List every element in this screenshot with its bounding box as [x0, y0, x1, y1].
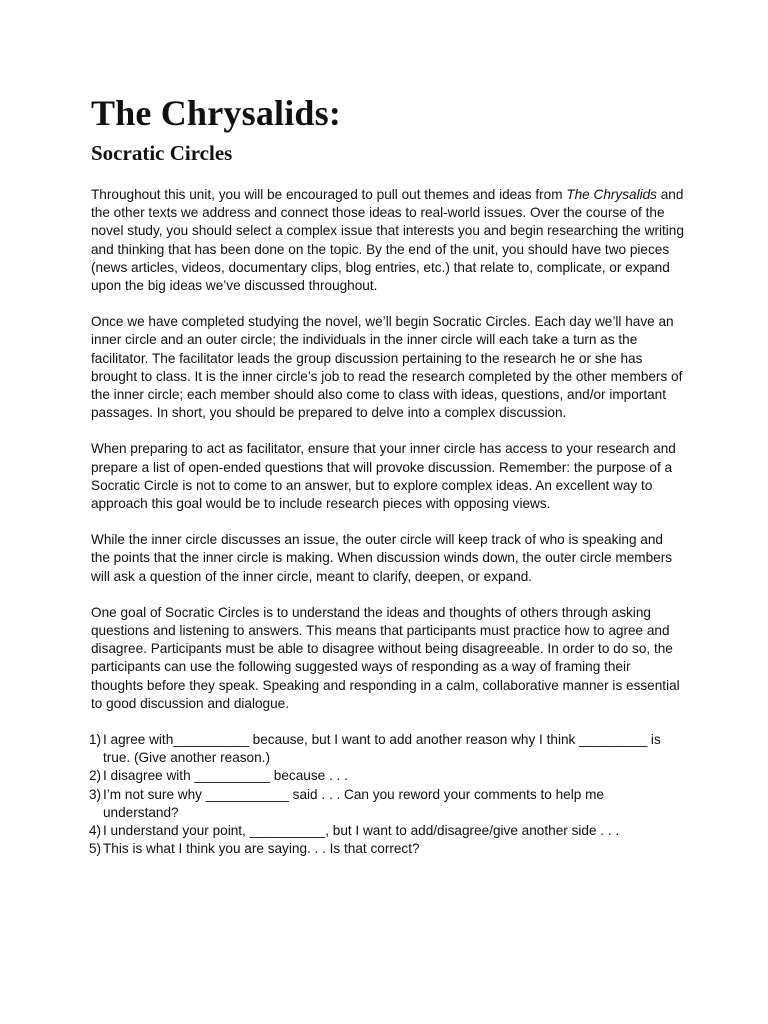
list-item-number: 1): [89, 732, 102, 748]
list-item-number: 2): [89, 768, 102, 784]
list-item-text: I’m not sure why ___________ said . . . Can you reword your comments to help me understand?: [103, 786, 604, 820]
list-item: [89, 767, 683, 785]
document-title: The Chrysalids:: [91, 93, 342, 133]
list-item-number: 4): [89, 823, 102, 839]
list-item-text: I agree with__________ because, but I want to add another reason why I think _________ is true. (Give another reason.): [103, 732, 661, 766]
paragraph-text: While the inner circle discusses an issue, the outer circle will keep track of who is speaking and the points that the inner circle is making. When discussion winds down, the outer circle members will ask a question of the inner circle, meant to clarify, deepen, or expand.: [91, 532, 673, 584]
paragraph-text: Throughout this unit, you will be encouraged to pull out themes and ideas from: [91, 187, 567, 202]
paragraph-text: Once we have completed studying the novel, we’ll begin Socratic Circles. Each day we’ll have an inner circle and an outer circle; the individuals in the inner circle will each take a turn as the facilitator. The facilitator leads the group discussion pertaining to the research he or she has brought to class. It is the inner circle’s job to read the research completed by the other members of the inner circle; each member should also come to class with ideas, questions, and/or important passages. In short, you should be prepared to delve into a complex discussion.: [91, 314, 683, 421]
list-item: [89, 786, 683, 822]
response-list: [89, 731, 683, 858]
document-page: [91, 92, 685, 859]
paragraph-facilitator: [91, 440, 685, 513]
paragraph-text: When preparing to act as facilitator, ensure that your inner circle has access to your research and prepare a list of open-ended questions that will provoke discussion. Remember: the purpose of a Socratic Circle is not to come to an answer, but to explore complex ideas. An excellent way to approach this goal would be to include research pieces with opposing views.: [91, 441, 676, 512]
list-item-number: 5): [89, 841, 102, 857]
paragraph-intro: [91, 186, 685, 295]
paragraph-text: and the other texts we address and connect those ideas to real-world issues. Over the course of the novel study, you should select a complex issue that interests you and begin researching the writing and thinking that has been done on the topic. By the end of the unit, you should have two pieces (news articles, videos, documentary clips, blog entries, etc.) that relate to, complicate, or expand upon the big ideas we’ve discussed throughout.: [91, 187, 684, 294]
document-subtitle: Socratic Circles: [91, 141, 233, 165]
document-body: [91, 186, 685, 859]
list-item-text: I disagree with __________ because . . .: [103, 768, 348, 784]
paragraph-circles: [91, 313, 685, 422]
list-item-number: 3): [89, 786, 102, 802]
list-item: [89, 731, 683, 767]
paragraph-text: One goal of Socratic Circles is to understand the ideas and thoughts of others through asking questions and listening to answers. This means that participants must practice how to agree and disagree. Participants must be able to disagree without being disagreeable. In order to do so, the participants can use the following suggested ways of responding as a way of framing their thoughts before they speak. Speaking and responding in a calm, collaborative manner is essential to good discussion and dialogue.: [91, 604, 680, 711]
list-item-text: This is what I think you are saying. . . Is that correct?: [103, 841, 420, 857]
list-item: [89, 840, 683, 858]
paragraph-goal: [91, 604, 685, 713]
list-item: [89, 822, 683, 840]
paragraph-outer-circle: [91, 531, 685, 586]
list-item-text: I understand your point, __________, but I want to add/disagree/give another side . . .: [103, 823, 620, 839]
book-title-italic: The Chrysalids: [566, 187, 657, 202]
